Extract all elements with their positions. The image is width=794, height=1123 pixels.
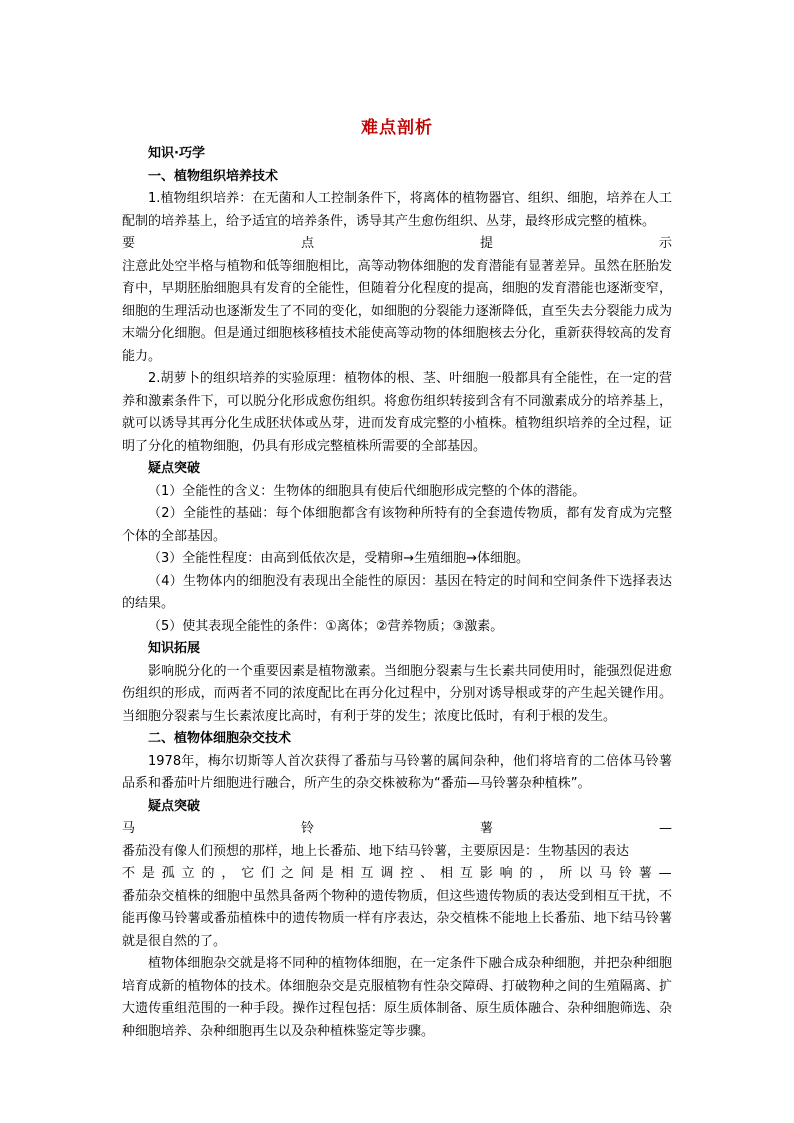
paragraph-somatic-hybridization-definition: 植物体细胞杂交就是将不同种的植物体细胞，在一定条件下融合成杂种细胞，并把杂种细胞培育成新的植物体的技术。体细胞杂交是克服植物有性杂交障碍、打破物种之间的生殖隔离、扩大遗传重组范围的一种手段。操作过程包括：原生质体制备、原生质体融合、杂种细胞筛选、杂种细胞培养、杂种细胞再生以及杂种植株鉴定等步骤。 <box>122 956 672 1039</box>
potato-label-line <box>122 818 672 841</box>
spread-char: 孤 <box>161 866 175 881</box>
document-body <box>122 143 672 1043</box>
key-points-char: 点 <box>300 236 314 251</box>
paragraph-pomato-line-1: 番茄没有像人们预想的那样，地上长番茄、地下结马铃薯，主要原因是：生物基因的表达 <box>122 843 630 859</box>
heading-doubt-breakthrough-2: 疑点突破 <box>148 798 201 814</box>
list-item-totipotency-basis: （2）全能性的基础：每个体细胞都含有该物种所特有的全套遗传物质，都有发育成为完整个体的全部基因。 <box>122 506 672 544</box>
spread-char: 、 <box>420 866 434 881</box>
paragraph-carrot-culture: 2.胡萝卜的组织培养的实验原理：植物体的根、茎、叶细胞一般都具有全能性，在一定的营养和激素条件下，可以脱分化形成愈伤组织。将愈伤组织转接到含有不同激素成分的培养基上，就可以诱导其再分化生成胚状体或丛芽，进而发育成完整的小植株。植物组织培养的全过程，证明了分化的植物细胞，仍具有形成完整植株所需要的全部基因。 <box>122 371 672 454</box>
list-item-totipotency-meaning: （1）全能性的含义：生物体的细胞具有使后代细胞形成完整的个体的潜能。 <box>148 483 586 499</box>
key-points-char: 提 <box>479 236 493 251</box>
potato-char: 薯 <box>480 821 494 836</box>
potato-char: — <box>659 821 672 836</box>
spread-char: 调 <box>380 866 394 881</box>
spread-char: 互 <box>459 866 473 881</box>
heading-tissue-culture: 一、植物组织培养技术 <box>148 168 279 184</box>
key-points-char: 要 <box>122 236 136 251</box>
spread-char: 是 <box>141 866 155 881</box>
spread-char: 薯 <box>638 866 652 881</box>
paragraph-tissue-culture-definition: 1.植物组织培养：在无菌和人工控制条件下，将离体的植物器官、组织、细胞，培养在人工配制的培养基上，给予适宜的培养条件，诱导其产生愈伤组织、丛芽，最终形成完整的植株。 <box>122 191 672 229</box>
spread-char: 响 <box>499 866 513 881</box>
spread-char: 们 <box>261 866 275 881</box>
spread-char: 所 <box>559 866 573 881</box>
spread-char: 马 <box>599 866 613 881</box>
paragraph-pomato-line-2 <box>122 863 672 886</box>
paragraph-knowledge-extension: 影响脱分化的一个重要因素是植物激素。当细胞分裂素与生长素共同使用时，能强烈促进愈伤组织的形成，而两者不同的浓度配比在再分化过程中，分别对诱导根或芽的产生起关键作用。当细胞分裂素与生长素浓度比高时，有利于芽的发生；浓度比低时，有利于根的发生。 <box>122 663 672 724</box>
spread-char: 间 <box>300 866 314 881</box>
spread-char: 的 <box>201 866 215 881</box>
list-item-totipotency-degree: （3）全能性程度：由高到低依次是，受精卵→生殖细胞→体细胞。 <box>148 551 530 566</box>
heading-knowledge-extension: 知识拓展 <box>148 641 201 656</box>
key-points-char: 示 <box>658 236 672 251</box>
spread-char: 控 <box>400 866 414 881</box>
spread-char: — <box>658 866 672 881</box>
spread-char: 互 <box>360 866 374 881</box>
spread-char: ， <box>221 866 235 881</box>
heading-doubt-breakthrough-1: 疑点突破 <box>148 461 201 476</box>
spread-char: 以 <box>579 866 593 881</box>
spread-char: 相 <box>440 866 454 881</box>
spread-char: 立 <box>181 866 195 881</box>
spread-char: 铃 <box>618 866 632 881</box>
paragraph-pomato-history: 1978年，梅尔切斯等人首次获得了番茄与马铃薯的属间杂种，他们将培育的二倍体马铃薯品系和番茄叶片细胞进行融合，所产生的杂交株被称为“番茄—马铃薯杂种植株”。 <box>122 753 672 791</box>
section-heading-zhishi: 知识·巧学 <box>148 146 205 161</box>
heading-somatic-hybridization: 二、植物体细胞杂交技术 <box>148 731 292 746</box>
spread-char: 是 <box>320 866 334 881</box>
spread-char: 不 <box>122 866 136 881</box>
list-item-totipotency-conditions: （5）使其表现全能性的条件：①离体；②营养物质；③激素。 <box>148 618 504 634</box>
spread-char: 相 <box>340 866 354 881</box>
potato-char: 铃 <box>301 821 315 836</box>
spread-char: 的 <box>519 866 533 881</box>
key-points-label <box>122 233 672 256</box>
paragraph-key-points: 注意此处空半格与植物和低等细胞相比，高等动物体细胞的发育潜能有显著差异。虽然在胚胎发育中，早期胚胎细胞具有发育的全能性，但随着分化程度的提高，细胞的发育潜能也逐渐变窄，细胞的生理活动也逐渐发生了不同的变化，如细胞的分裂能力逐渐降低，直至失去分裂能力成为末端分化细胞。但是通过细胞核移植技术能使高等动物的体细胞核去分化，重新获得较高的发育能力。 <box>122 258 672 364</box>
potato-char: 马 <box>122 821 136 836</box>
list-item-totipotency-reason: （4）生物体内的细胞没有表现出全能性的原因：基因在特定的时间和空间条件下选择表达的结果。 <box>122 573 672 611</box>
paragraph-pomato-line-3: 番茄杂交植株的细胞中虽然具备两个物种的遗传物质，但这些遗传物质的表达受到相互干扰，不能再像马铃薯或番茄植株中的遗传物质一样有序表达，杂交植株不能地上长番茄、地下结马铃薯就是很自然的了。 <box>122 888 672 949</box>
spread-char: 之 <box>281 866 295 881</box>
page-title: 难点剖析 <box>361 118 433 138</box>
spread-char: 它 <box>241 866 255 881</box>
spread-char: 影 <box>479 866 493 881</box>
spread-char: ， <box>539 866 553 881</box>
